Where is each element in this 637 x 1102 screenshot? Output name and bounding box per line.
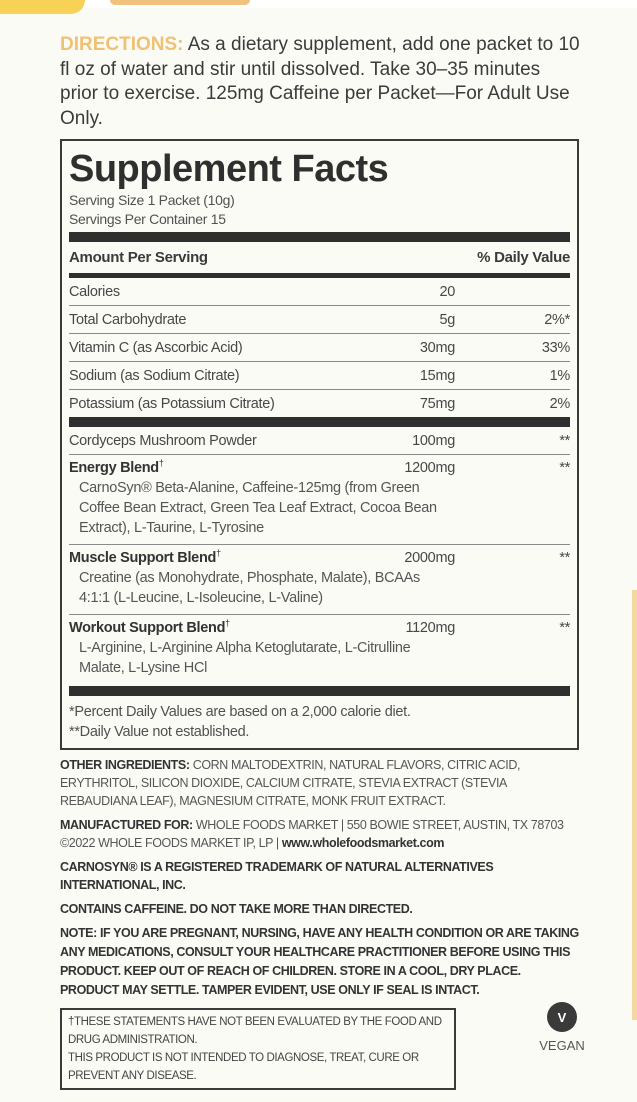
serving-size: Serving Size 1 Packet (10g)	[69, 192, 235, 208]
nutrient-name: Sodium (as Sodium Citrate)	[69, 367, 240, 384]
supplement-facts-panel	[60, 139, 579, 750]
nutrient-dv: 33%	[541, 339, 570, 356]
nutrient-row	[69, 390, 570, 417]
dagger-mark: †	[158, 458, 164, 469]
nutrient-amount: 5g	[439, 311, 455, 328]
label-content	[60, 0, 585, 1102]
blend-amount: 2000mg	[404, 550, 455, 566]
box-side-edge	[632, 590, 637, 1020]
amount-per-serving-header: Amount Per Serving	[69, 249, 208, 266]
bottom-row	[60, 1008, 585, 1090]
caffeine-warning: CONTAINS CAFFEINE. DO NOT TAKE MORE THAN DIRECTED.	[60, 902, 413, 916]
other-ingredients-label: OTHER INGREDIENTS:	[60, 758, 190, 772]
vegan-label: VEGAN	[539, 1038, 585, 1053]
directions	[60, 33, 582, 131]
daily-value-header: % Daily Value	[477, 249, 570, 266]
nutrient-name: Potassium (as Potassium Citrate)	[69, 395, 275, 412]
nutrient-row	[69, 278, 570, 306]
nutrient-amount: 100mg	[412, 432, 455, 449]
fda-line-1: †THESE STATEMENTS HAVE NOT BEEN EVALUATED BY THE FOOD AND DRUG ADMINISTRATION.	[68, 1016, 442, 1046]
dagger-mark: †	[225, 618, 230, 629]
nutrient-row	[69, 362, 570, 390]
divider-thick	[69, 232, 570, 242]
cordyceps-row	[69, 427, 570, 455]
nutrient-dv: **	[559, 432, 570, 449]
nutrient-amount: 75mg	[419, 395, 455, 412]
manufacturer	[60, 816, 582, 852]
nutrient-name: Cordyceps Mushroom Powder	[69, 432, 257, 449]
blend-ingredients: Creatine (as Monohydrate, Phosphate, Malate), BCAAs 4:1:1 (L-Leucine, L-Isoleucine, L-Valine)	[79, 570, 420, 606]
facts-title: Supplement Facts	[69, 148, 389, 190]
blend-ingredients: CarnoSyn® Beta-Alanine, Caffeine-125mg (from Green Coffee Bean Extract, Green Tea Leaf Extract, Cocoa Bean Extract), L-Taurine, L-Tyrosine	[79, 480, 437, 536]
nutrient-amount: 15mg	[419, 367, 455, 384]
blend-name: Muscle Support Blend	[69, 550, 217, 566]
footnote-daily-values: *Percent Daily Values are based on a 2,000 calorie diet.	[69, 704, 411, 720]
footnotes	[69, 702, 570, 742]
safety-note: NOTE: IF YOU ARE PREGNANT, NURSING, HAVE ANY HEALTH CONDITION OR ARE TAKING ANY MEDICATIONS, CONSULT YOUR HEALTHCARE PRACTITIONER BEFORE USING THIS PRODUCT. KEEP OUT OF REACH OF CHILDREN. STORE IN A COOL, DRY PLACE. PRODUCT MAY SETTLE. TAMPER EVIDENT, USE ONLY IF SEAL IS INTACT.	[60, 926, 579, 997]
muscle-support-blend	[69, 545, 570, 615]
directions-label: DIRECTIONS:	[60, 34, 184, 55]
nutrient-dv: 1%	[549, 367, 570, 384]
blend-name: Energy Blend	[69, 460, 159, 476]
nutrient-name: Total Carbohydrate	[69, 311, 187, 328]
blend-dv: **	[559, 550, 570, 566]
workout-support-blend	[69, 615, 570, 684]
directions-text: As a dietary supplement, add one packet to 10 fl oz of water and stir until dissolved. Take 30–35 minutes prior to exercise. 125mg Caffeine per Packet—For Adult Use Only.	[60, 34, 580, 129]
blend-name: Workout Support Blend	[69, 620, 226, 636]
vegan-icon: V	[547, 1002, 577, 1032]
blend-amount: 1120mg	[405, 620, 455, 636]
fda-line-2: THIS PRODUCT IS NOT INTENDED TO DIAGNOSE, TREAT, CURE OR PREVENT ANY DISEASE.	[68, 1052, 419, 1082]
manufacturer-label: MANUFACTURED FOR:	[60, 818, 193, 832]
blend-amount: 1200mg	[404, 460, 455, 476]
nutrient-row	[69, 334, 570, 362]
blend-dv: **	[559, 620, 570, 636]
trademark-notice: CARNOSYN® IS A REGISTERED TRADEMARK OF NATURAL ALTERNATIVES INTERNATIONAL, INC.	[60, 860, 494, 892]
nutrient-dv: 2%*	[544, 311, 570, 328]
divider-thick	[69, 417, 570, 427]
blend-dv: **	[559, 460, 570, 476]
servings-per-container: Servings Per Container 15	[69, 211, 226, 227]
nutrient-dv: 2%	[549, 395, 570, 412]
nutrient-amount: 30mg	[419, 339, 455, 356]
other-ingredients	[60, 756, 582, 810]
dagger-mark: †	[216, 548, 221, 559]
other-ingredients-text: CORN MALTODEXTRIN, NATURAL FLAVORS, CITRIC ACID, ERYTHRITOL, SILICON DIOXIDE, CALCIUM CITRATE, STEVIA EXTRACT (STEVIA REBAUDIANA LEAF), MAGNESIUM CITRATE, MONK FRUIT EXTRACT.	[60, 758, 521, 808]
fda-disclaimer	[60, 1008, 456, 1090]
nutrient-name: Vitamin C (as Ascorbic Acid)	[69, 339, 243, 356]
manufacturer-address: WHOLE FOODS MARKET | 550 BOWIE STREET, AUSTIN, TX 78703	[192, 818, 564, 832]
copyright: ©2022 WHOLE FOODS MARKET IP, LP |	[60, 836, 282, 850]
blend-ingredients: L-Arginine, L-Arginine Alpha Ketoglutarate, L-Citrulline Malate, L-Lysine HCl	[79, 640, 411, 676]
facts-header	[69, 242, 570, 273]
nutrient-name: Calories	[69, 283, 120, 300]
divider-thick	[69, 686, 570, 696]
vegan-mark	[539, 1002, 585, 1053]
nutrient-row	[69, 306, 570, 334]
website-link: www.wholefoodsmarket.com	[281, 836, 445, 850]
nutrient-amount: 20	[439, 283, 455, 300]
footnote-not-established: **Daily Value not established.	[69, 724, 250, 740]
energy-blend	[69, 455, 570, 545]
